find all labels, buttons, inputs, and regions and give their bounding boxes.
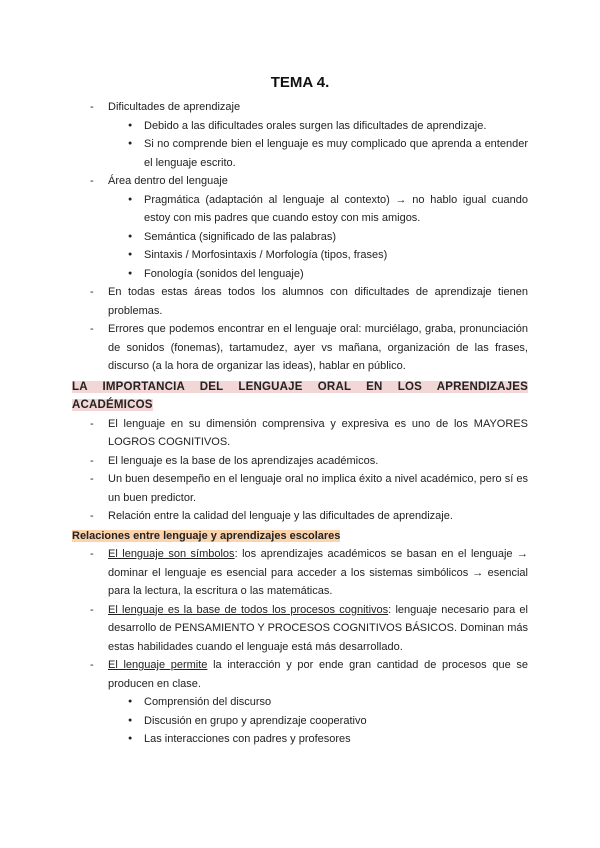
- list-item: [72, 656, 528, 693]
- section-heading: [72, 378, 528, 397]
- bullet-item: ● Pragmática (adaptación al lenguaje al contexto) → no hablo igual cuando estoy con mis padres que cuando estoy con mis amigos.: [72, 191, 528, 228]
- list-item: - Errores que podemos encontrar en el lenguaje oral: murciélago, graba, pronunciación de sonidos (fonemas), tartamudez, ayer vs mañana, organización de las frases, discurso (a la hora de organizar las ideas), hablar en público.: [72, 320, 528, 376]
- bullet-item: ● Las interacciones con padres y profesores: [72, 730, 528, 749]
- subsection-heading: [72, 527, 528, 546]
- document-body: [72, 98, 528, 749]
- list-item-text: : lenguaje necesario para el desarrollo de PENSAMIENTO Y PROCESOS COGNITIVOS BÁSICOS. Dominan más estas habilidades cuando el lenguaje está más desarrollado.: [108, 603, 528, 653]
- bullet-item: ● Sintaxis / Morfosintaxis / Morfología (tipos, frases): [72, 246, 528, 265]
- list-item: - Dificultades de aprendizaje: [72, 98, 528, 117]
- list-item: [72, 601, 528, 657]
- section-heading-line2: ACADÉMICOS: [72, 399, 153, 411]
- page-title: TEMA 4.: [270, 74, 330, 91]
- list-item: - El lenguaje es la base de los aprendizajes académicos.: [72, 452, 528, 471]
- underlined-term: El lenguaje son símbolos: [108, 548, 235, 560]
- bullet-item: ● Semántica (significado de las palabras): [72, 228, 528, 247]
- bullet-item: ● Si no comprende bien el lenguaje es muy complicado que aprenda a entender el lenguaje escrito.: [72, 135, 528, 172]
- section-heading-continued: [72, 396, 528, 415]
- bullet-item: ● Comprensión del discurso: [72, 693, 528, 712]
- list-item: - En todas estas áreas todos los alumnos con dificultades de aprendizaje tienen problemas.: [72, 283, 528, 320]
- bullet-item: ● Fonología (sonidos del lenguaje): [72, 265, 528, 284]
- list-item: - Área dentro del lenguaje: [72, 172, 528, 191]
- list-item: [72, 545, 528, 601]
- subsection-heading-text: Relaciones entre lenguaje y aprendizajes escolares: [72, 529, 341, 542]
- list-item-text: : los aprendizajes académicos se basan en el lenguaje → dominar el lenguaje es esencial para acceder a los sistemas simbólicos → esencial para la lectura, la escritura o las matemáticas.: [108, 548, 529, 597]
- section-heading-line1: LA IMPORTANCIA DEL LENGUAJE ORAL EN LOS APRENDIZAJES: [72, 380, 528, 393]
- underlined-term: El lenguaje permite: [108, 659, 208, 671]
- list-item: - Un buen desempeño en el lenguaje oral no implica éxito a nivel académico, pero sí es un buen predictor.: [72, 470, 528, 507]
- list-item-text: la interacción y por ende gran cantidad de procesos que se producen en clase.: [108, 659, 528, 690]
- list-item: - Relación entre la calidad del lenguaje y las dificultades de aprendizaje.: [72, 507, 528, 526]
- list-item: - El lenguaje en su dimensión comprensiva y expresiva es uno de los MAYORES LOGROS COGNITIVOS.: [72, 415, 528, 452]
- bullet-item: ● Discusión en grupo y aprendizaje cooperativo: [72, 712, 528, 731]
- bullet-item: ● Debido a las dificultades orales surgen las dificultades de aprendizaje.: [72, 117, 528, 136]
- underlined-term: El lenguaje es la base de todos los procesos cognitivos: [108, 603, 389, 616]
